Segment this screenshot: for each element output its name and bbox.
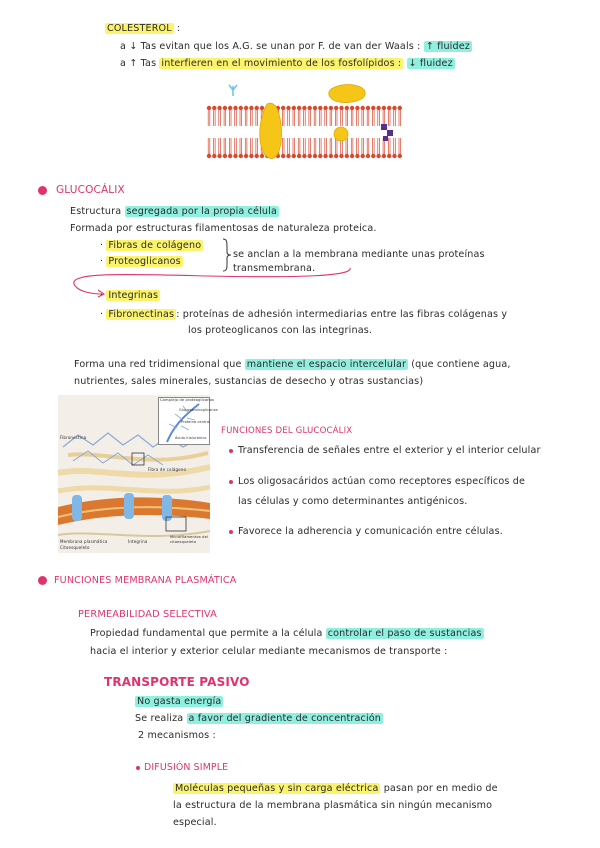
colesterol-title: COLESTEROL : [107,23,181,34]
fibronectinas-item: · Fibronectinas : proteínas de adhesión intermediarias entre las fibras colágenas y [100,309,508,320]
moleculas-line-2: la estructura de la membrana plasmática sin ningún mecanismo [173,800,493,811]
zoom-inset [158,397,218,445]
permeabilidad-subtitle: PERMEABILIDAD SELECTIVA [78,609,217,620]
colesterol-line-1: a ↓ Tas evitan que los A.G. se unan por F. de van der Waals : ↑ fluidez [120,41,470,52]
funcion-item-3: Favorece la adherencia y comunicación entre células. [238,526,503,537]
proteoglicanos-item: · Proteoglicanos [100,256,181,267]
formada-line: Formada por estructuras filamentosas de naturaleza proteica. [70,223,377,234]
zoom-title: Complejo de proteoglicanos [160,398,215,402]
mecanismos-line: 2 mecanismos : [138,730,216,741]
moleculas-line-3: especial. [173,817,217,828]
peripheral-protein [329,85,365,103]
moleculas-line-1: Moléculas pequeñas y sin carga eléctrica pasan por en medio de [175,783,498,794]
difusion-simple-title: DIFUSIÓN SIMPLE [144,762,229,773]
cholesterol-molecule [334,127,348,141]
zoom-core: Proteína central [181,420,211,424]
propiedad-line-2: hacia el interior y exterior celular mediante mecanismos de transporte : [90,646,448,657]
funciones-glucocalix-title: FUNCIONES DEL GLUCOCÁLIX [221,426,353,436]
propiedad-line-1: Propiedad fundamental que permite a la célula controlar el paso de sustancias [90,628,482,639]
colesterol-line-2: a ↑ Tas interfieren en el movimiento de los fosfolípidos : ↓ fluidez [120,58,453,69]
zoom-hya: Ácido hialurónico [175,436,207,440]
glucocalix-title: GLUCOCÁLIX [56,184,125,196]
label-microfilamentos: Microfilamentos del citoesqueleto [170,535,209,544]
funcion-item-2-line-2: las células y como determinantes antigénicos. [238,496,468,507]
no-gasta-line: No gasta energía [137,696,222,707]
section-bullet [38,576,47,585]
fibro-desc-line-2: los proteoglicanos con las integrinas. [188,325,373,336]
label-fibronectina: Fibronectina [60,435,87,440]
fibras-item: · Fibras de colágeno [100,240,202,251]
funciones-membrana-title: FUNCIONES MEMBRANA PLASMÁTICA [54,575,237,586]
glucocalix-figure [58,395,218,553]
purple-protein [381,124,387,130]
membrane-bilayer-illustration [205,82,405,164]
funcion-item-2: Los oligosacáridos actúan como receptores específicos de [238,476,525,487]
red-line-2: nutrientes, sales minerales, sustancias de desecho y otras sustancias) [74,376,424,387]
label-membrana: Membrana plasmática [60,539,108,544]
label-colageno: Fibra de colágeno [148,467,187,472]
funcion-item-1: Transferencia de señales entre el exterior y el interior celular [238,445,541,456]
transporte-pasivo-title: TRANSPORTE PASIVO [104,675,250,689]
anclan-line-2: transmembrana. [233,263,316,274]
red-line-1: Forma una red tridimensional que mantiene el espacio intercelular (que contiene agua, [74,359,511,370]
label-integrina: Integrina [128,539,148,544]
estructura-line: Estructura segregada por la propia célula [70,206,278,217]
section-bullet [38,186,47,195]
realiza-line: Se realiza a favor del gradiente de concentración [135,713,382,724]
anclan-line-1: se anclan a la membrana mediante unas proteínas [233,249,485,260]
label-citoesqueleto: Citoesqueleto [60,545,90,550]
integrinas-item: · Integrinas [100,290,159,301]
zoom-gag: Glucosaminoglicanos [179,408,218,412]
